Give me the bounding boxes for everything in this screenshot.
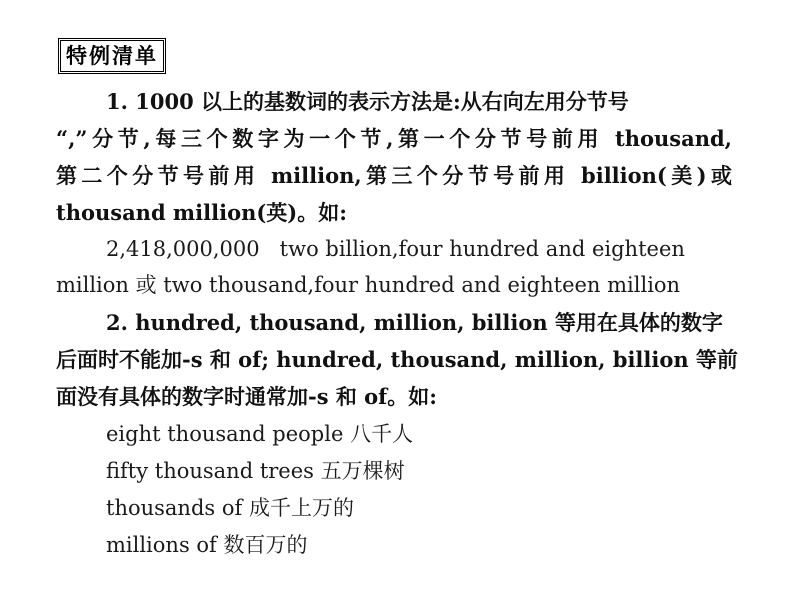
rule-2-line-2: 后面时不能加-s 和 of; hundred, thousand, million, billion 等前 (56, 347, 738, 372)
rule-1-line-1: 1. 1000 以上的基数词的表示方法是:从右向左用分节号 (106, 89, 629, 114)
rule-1-line-4: thousand million(英)。如: (56, 200, 347, 225)
section-label: 特例清单 (66, 43, 158, 68)
example-item: eight thousand people 八千人 (106, 422, 414, 446)
section-label-box (58, 38, 166, 74)
example-item: fifty thousand trees 五万棵树 (106, 459, 405, 483)
rule-1-example-line-1: 2,418,000,000 two billion,four hundred and eighteen (106, 237, 685, 261)
rule-1-line-3: 第二个分节号前用 million,第三个分节号前用 billion(美)或 (56, 163, 732, 188)
rule-2-line-3: 面没有具体的数字时通常加-s 和 of。如: (56, 384, 437, 409)
example-item: millions of 数百万的 (106, 533, 308, 557)
rule-1-example-line-2: million 或 two thousand,four hundred and eighteen million (56, 273, 681, 297)
example-item: thousands of 成千上万的 (106, 496, 354, 520)
rule-1-line-2: “,”分节,每三个数字为一个节,第一个分节号前用 thousand, (56, 126, 732, 151)
rule-2-line-1: 2. hundred, thousand, million, billion 等用在具体的数字 (106, 310, 723, 335)
